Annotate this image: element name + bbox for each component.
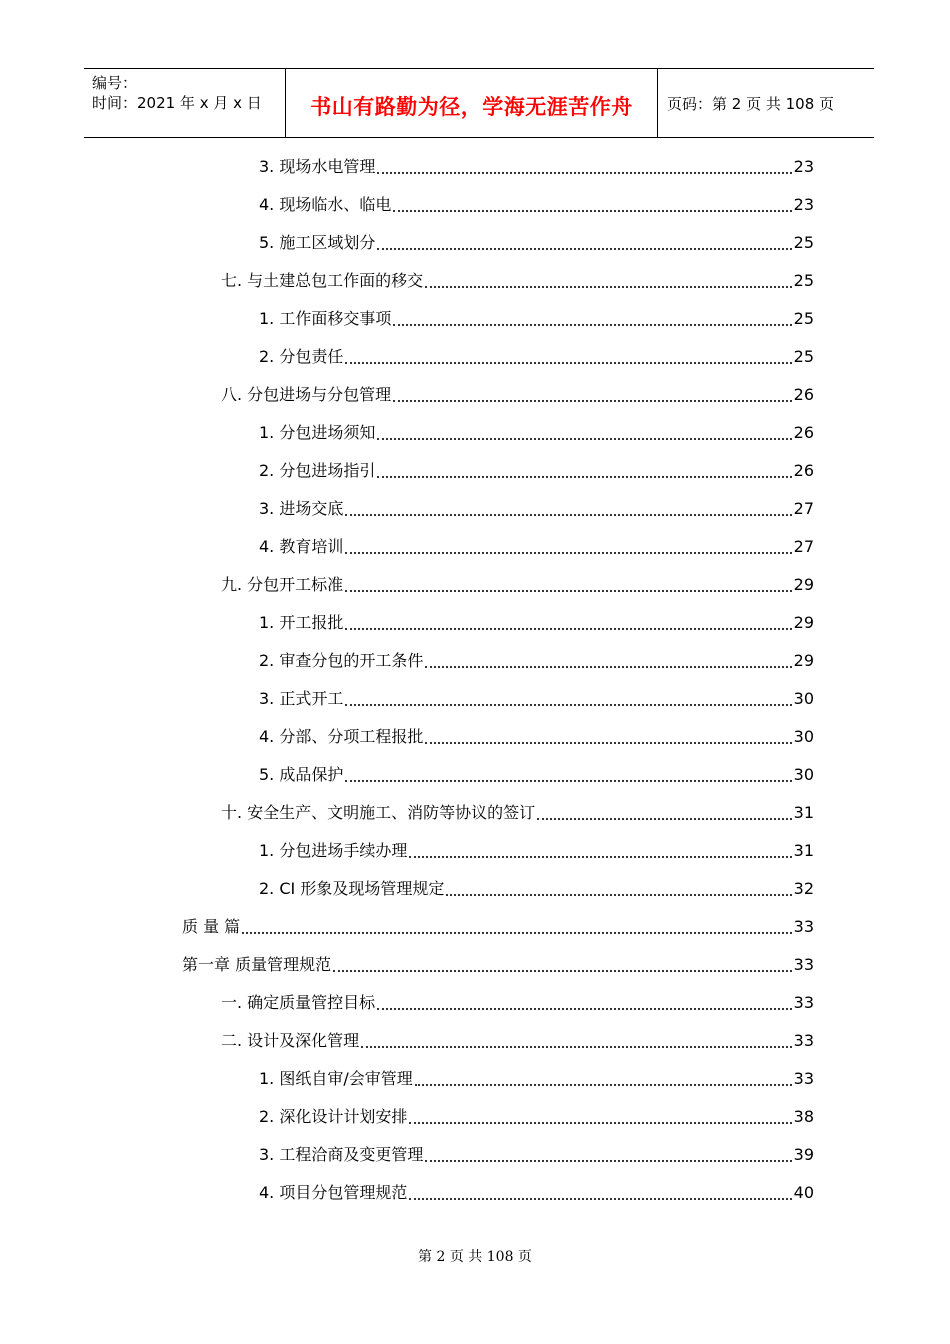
toc-entry[interactable] [259,610,814,636]
toc-leader-dots [537,817,791,820]
toc-leader-dots [415,1083,792,1086]
toc-entry-page: 25 [793,309,814,328]
toc-entry-label: 1. 开工报批 [259,613,344,632]
toc-entry-label: 3. 正式开工 [259,689,344,708]
toc-entry[interactable] [259,230,814,256]
toc-leader-dots [425,665,791,668]
toc-leader-dots [446,893,791,896]
toc-entry-page: 33 [793,955,814,974]
toc-entry-label: 4. 现场临水、临电 [259,195,392,214]
toc-entry-label: 1. 分包进场手续办理 [259,841,408,860]
toc-entry-label: 3. 现场水电管理 [259,157,376,176]
toc-leader-dots [242,931,791,934]
toc-leader-dots [333,969,792,972]
toc-entry[interactable] [259,1066,814,1092]
toc-entry-label: 二. 设计及深化管理 [221,1031,360,1050]
toc-entry-label: 2. 深化设计计划安排 [259,1107,408,1126]
toc-entry-page: 26 [793,385,814,404]
toc-entry[interactable] [259,838,814,864]
toc-entry-label: 九. 分包开工标准 [221,575,344,594]
toc-entry-page: 30 [793,727,814,746]
toc-entry[interactable] [221,268,814,294]
toc-entry[interactable] [182,952,814,978]
toc-leader-dots [345,361,791,364]
toc-entry[interactable] [259,496,814,522]
toc-entry-label: 2. 分包责任 [259,347,344,366]
toc-entry[interactable] [221,1028,814,1054]
header-divider [657,69,658,137]
toc-entry-page: 29 [793,613,814,632]
toc-leader-dots [361,1045,791,1048]
toc-entry-page: 40 [793,1183,814,1202]
toc-entry[interactable] [259,344,814,370]
toc-entry-label: 七. 与土建总包工作面的移交 [221,271,424,290]
toc-entry-label: 4. 教育培训 [259,537,344,556]
toc-entry-label: 八. 分包进场与分包管理 [221,385,392,404]
toc-entry[interactable] [221,990,814,1016]
toc-entry-label: 5. 施工区域划分 [259,233,376,252]
toc-entry-label: 十. 安全生产、文明施工、消防等协议的签订 [221,803,536,822]
toc-entry-page: 31 [793,841,814,860]
toc-entry-page: 33 [793,1069,814,1088]
toc-leader-dots [409,855,791,858]
toc-entry-page: 23 [793,195,814,214]
header-page-info: 页码：第 2 页 共 108 页 [667,95,835,113]
toc-entry-page: 29 [793,575,814,594]
toc-entry-page: 27 [793,499,814,518]
toc-leader-dots [345,703,791,706]
toc-leader-dots [393,399,791,402]
toc-leader-dots [425,1159,791,1162]
toc-leader-dots [425,285,791,288]
toc-leader-dots [425,741,791,744]
toc-leader-dots [409,1197,791,1200]
toc-entry[interactable] [259,1180,814,1206]
toc-entry-page: 33 [793,993,814,1012]
toc-entry-page: 31 [793,803,814,822]
toc-entry[interactable] [259,306,814,332]
toc-entry[interactable] [259,458,814,484]
time-label: 时间：2021 年 x 月 x 日 [92,94,262,112]
toc-entry[interactable] [259,420,814,446]
toc-entry-page: 30 [793,689,814,708]
toc-entry-page: 33 [793,917,814,936]
toc-entry[interactable] [182,914,814,940]
toc-entry[interactable] [259,648,814,674]
toc-entry[interactable] [221,572,814,598]
toc-entry-page: 33 [793,1031,814,1050]
toc-entry[interactable] [221,800,814,826]
toc-entry-page: 25 [793,233,814,252]
toc-entry-page: 29 [793,651,814,670]
toc-entry-page: 25 [793,271,814,290]
toc-entry-label: 4. 分部、分项工程报批 [259,727,424,746]
toc-entry[interactable] [259,1142,814,1168]
toc-entry[interactable] [259,876,814,902]
toc-leader-dots [377,1007,791,1010]
page-header [84,68,874,138]
toc-entry-page: 23 [793,157,814,176]
toc-entry[interactable] [259,724,814,750]
toc-entry[interactable] [259,762,814,788]
toc-entry[interactable] [259,534,814,560]
code-label: 编号： [92,74,138,92]
toc-entry-page: 27 [793,537,814,556]
toc-entry-page: 30 [793,765,814,784]
toc-leader-dots [377,475,791,478]
toc-entry[interactable] [259,686,814,712]
toc-entry-label: 1. 分包进场须知 [259,423,376,442]
toc-entry[interactable] [259,154,814,180]
toc-leader-dots [393,323,791,326]
page-footer: 第 2 页 共 108 页 [418,1249,532,1265]
toc-leader-dots [345,779,791,782]
toc-entry-label: 1. 图纸自审/会审管理 [259,1069,413,1088]
toc-entry-page: 25 [793,347,814,366]
toc-entry[interactable] [259,192,814,218]
toc-entry-page: 26 [793,461,814,480]
toc-leader-dots [345,513,791,516]
toc-entry-page: 26 [793,423,814,442]
header-motto: 书山有路勤为径，学海无涯苦作舟 [310,95,633,119]
toc-entry-label: 一. 确定质量管控目标 [221,993,376,1012]
toc-entry-label: 2. 审查分包的开工条件 [259,651,424,670]
toc-leader-dots [409,1121,791,1124]
toc-entry-label: 5. 成品保护 [259,765,344,784]
toc-entry[interactable] [259,1104,814,1130]
toc-entry-page: 38 [793,1107,814,1126]
toc-entry[interactable] [221,382,814,408]
toc-entry-label: 3. 进场交底 [259,499,344,518]
toc-leader-dots [393,209,791,212]
toc-entry-page: 39 [793,1145,814,1164]
toc-entry-label: 3. 工程洽商及变更管理 [259,1145,424,1164]
toc-leader-dots [345,589,791,592]
toc-leader-dots [345,551,791,554]
toc-entry-page: 32 [793,879,814,898]
toc-entry-label: 2. CI 形象及现场管理规定 [259,879,445,898]
toc-leader-dots [377,171,791,174]
toc-entry-label: 2. 分包进场指引 [259,461,376,480]
toc-entry-label: 质 量 篇 [182,917,241,936]
toc-entry-label: 4. 项目分包管理规范 [259,1183,408,1202]
header-meta [92,73,282,113]
toc-leader-dots [345,627,791,630]
toc-leader-dots [377,247,791,250]
toc-entry-label: 1. 工作面移交事项 [259,309,392,328]
toc-entry-label: 第一章 质量管理规范 [182,955,332,974]
toc-leader-dots [377,437,791,440]
